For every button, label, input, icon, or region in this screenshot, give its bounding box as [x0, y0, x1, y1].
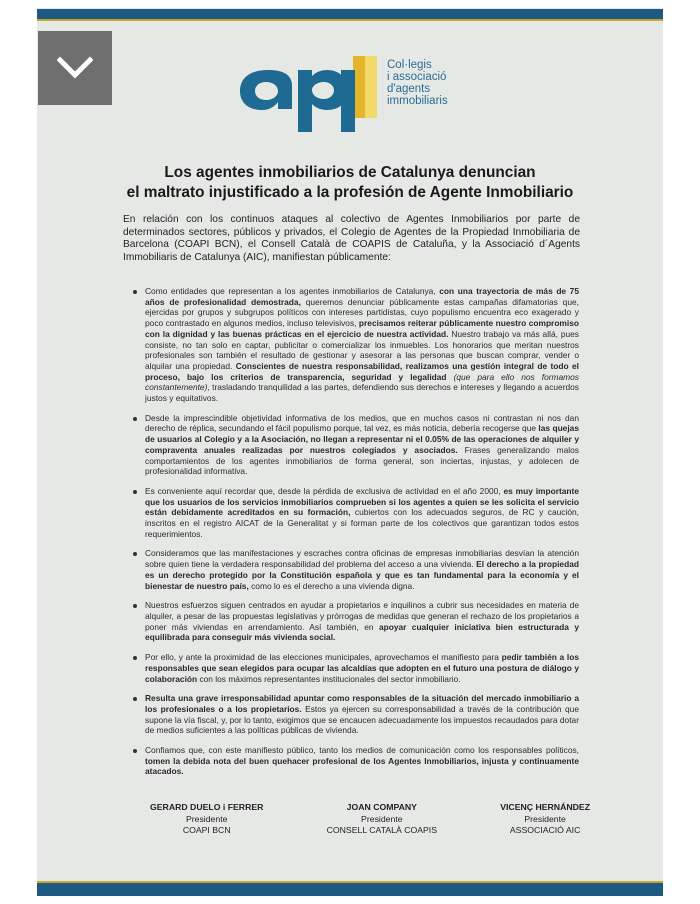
manifesto-item [132, 548, 579, 591]
signatory-org: ASSOCIACIÓ AIC [509, 825, 581, 835]
signatory-role: Presidente [185, 813, 228, 824]
bullet-dot [133, 697, 137, 701]
bullet-dot [133, 656, 137, 660]
manifesto-text: Confiamos que, con este manifiesto público, tanto los medios de comunicación como los responsables políticos, [145, 745, 579, 756]
signatory-org: COAPI BCN [182, 825, 231, 835]
manifesto-item [132, 413, 579, 477]
manifesto-text: Es conveniente aquí recordar que, desde la pérdida de exclusiva de actividad en el año 2000, [145, 485, 504, 496]
signatory-role: Presidente [361, 813, 403, 824]
bottom-band [37, 883, 663, 896]
manifesto-text: El derecho a la propiedad es un derecho protegido por la Constitución española y que es tan fundamental para la economía y el bienestar de nuestro país, [145, 559, 579, 591]
manifesto-text: (que para ello nos formamos constantemente) [145, 371, 579, 393]
manifesto-text: , trasladando tranquilidad a las partes, defendiendo sus derechos e intereses y llegando a acuerdos justos y equitativos. [145, 382, 579, 404]
top-accent-line [37, 19, 663, 21]
manifesto-text: las quejas de usuarios al Colegio y a la Asociación, no llegan a representar ni el 0.05% de las operaciones de alquiler y compraventa anuales realizadas por nuestros colegiados y asociados. [145, 423, 579, 455]
manifesto-item [132, 286, 579, 404]
manifesto-text: Nuestro trabajo va más allá, pues consiste, no tan solo en captar, publicitar o comercializar los inmuebles. Los honorarios que meritan nuestros profesionales son también el resultado de gestionar y asesorar a las personas que buscan comprar, vender o alquilar una propiedad. [145, 328, 579, 371]
manifesto-text: pedir también a los responsables que sean elegidos para ocupar las alcaldías que adopten en el futuro una postura de diálogo y colaboración [145, 652, 579, 684]
manifesto-item [132, 652, 579, 684]
logo-subtitle-line: d'agents [387, 83, 431, 95]
bullet-dot [133, 552, 137, 556]
signature-block [500, 802, 590, 837]
manifesto-text: Como entidades que representan a los agentes inmobiliarios de Catalunya, [145, 286, 440, 296]
manifesto-text: con los máximos representantes institucionales del sector inmobiliario. [197, 673, 461, 684]
manifesto-text: Estos ya ejercen su corresponsabilidad a través de la contribución que supone la vía fiscal, y, por lo tanto, exigimos que se encaucen adecuadamente los impuestos recaudados para dotar de medios suficientes a las políticas públicas de vivienda. [145, 703, 579, 736]
manifesto-item [132, 600, 579, 643]
manifesto-text: Desde la imprescindible objetividad informativa de los medios, que en muchos casos ni contrastan ni nos dan derecho de réplica, secundando el fácil populismo porque, tal vez, es más noticia, debería recogerse que [145, 412, 579, 434]
manifesto-text: Consideramos que las manifestaciones y escraches contra oficinas de empresas inmobiliarias desvían la atención sobre quien tiene la verdadera responsabilidad del problema del acceso a una vivienda. [145, 548, 579, 570]
manifesto-text: Nuestros esfuerzos siguen centrados en ayudar a propietarios e inquilinos a cubrir sus necesidades en materia de alquiler, a pesar de las propuestas legislativas y prórrogas de medidas que generan el rechazo de los propietarios a poner más viviendas en arrendamiento. Así también, en [145, 600, 579, 632]
manifesto-item [132, 693, 579, 736]
manifesto-text: con una trayectoria de más de 75 años de profesionalidad demostrada, [145, 286, 579, 307]
manifesto-text: tomen la debida nota del buen quehacer profesional de los Agentes Inmobiliarios, injusta y continuamente atacados. [145, 755, 579, 777]
chevron-down-icon [57, 56, 93, 80]
page-title [90, 163, 610, 203]
signatory-name: JOAN COMPANY [346, 802, 417, 812]
bullet-dot [133, 417, 137, 421]
collapse-toggle-button[interactable] [38, 31, 112, 105]
logo-subtitle [387, 59, 448, 107]
signature-block [150, 802, 263, 837]
intro-paragraph: En relación con los continuos ataques al colectivo de Agentes Inmobiliarios por parte de determinados sectores, públicos y privados, el Colegio de Agentes de la Propiedad Inmobiliaria de Barcelona (COAPI BCN), el Consell Català de COAPIS de Cataluña, y la Associació d´Agents Immobiliaris de Catalunya (AIC), manifiestan públicamente: [123, 214, 580, 263]
title-line: el maltrato injustificado a la profesión de Agente Inmobiliario [126, 184, 574, 201]
manifesto-text: queremos denunciar públicamente estas campañas difamatorias que, ejercidas por grupos y subgrupos políticos con intereses partidistas, cuyo populismo encuentra eco exagerado y poco contrastado en algunos medios, incluso televisivos, [145, 296, 579, 329]
manifesto-text: como lo es el derecho a una vivienda digna. [248, 580, 415, 591]
signature-block [327, 802, 437, 837]
signatory-role: Presidente [524, 813, 566, 824]
bullet-dot [133, 604, 137, 608]
top-band [37, 9, 663, 19]
bullet-dot [133, 290, 137, 294]
manifesto-text: Por ello, y ante la proximidad de las elecciones municipales, aprovechamos el manifiesto para [145, 652, 502, 663]
signatures [150, 802, 590, 837]
signatory-org: CONSELL CATALÀ COAPIS [326, 825, 438, 835]
logo-subtitle-line: i associació [387, 71, 447, 83]
manifesto-text: cubiertos con los adecuados seguros, de RC y caución, inscritos en el registro AICAT de la Generalitat y si forman parte de los colectivos que garantizan todos estos requerimientos. [145, 507, 579, 539]
signatory-name: GERARD DUELO i FERRER [150, 802, 264, 812]
manifesto-text: precisamos reiterar públicamente nuestro compromiso con la dignidad y las buenas prácticas en el ejercicio de nuestra actividad. [145, 318, 579, 339]
manifesto-list [132, 286, 579, 786]
manifesto-item [132, 745, 579, 777]
signatory-name: VICENÇ HERNÁNDEZ [500, 802, 590, 812]
manifesto-text: Conscientes de nuestra responsabilidad, realizamos una gestión integral de todo el proceso, bajo los criterios de transparencia, seguridad y legalidad [145, 360, 579, 382]
bullet-dot [133, 490, 137, 494]
title-line: Los agentes inmobiliarios de Catalunya denuncian [164, 164, 536, 181]
bullet-dot [133, 749, 137, 753]
manifesto-text: Resulta una grave irresponsabilidad apuntar como responsables de la situación del mercado inmobiliario a los profesionales o a los propietarios. [145, 693, 579, 714]
logo-subtitle-line: immobiliaris [387, 95, 448, 107]
manifesto-text: es muy importante que los usuarios de los servicios inmobiliarios comprueben si los agentes a quien se les solicita el servicio están debidamente acreditados en su formación, [145, 485, 579, 518]
manifesto-text: Frases generalizando malos comportamientos de los agentes inmobiliarios de forma general, son inciertas, injustas, y adolecen de profesionalidad informativa. [145, 444, 579, 477]
manifesto-item [132, 486, 579, 540]
manifesto-text: apoyar cualquier iniciativa bien estructurada y equilibrada para conseguir más vivienda social. [145, 621, 579, 643]
logo-subtitle-line: Col·legis [387, 59, 432, 71]
